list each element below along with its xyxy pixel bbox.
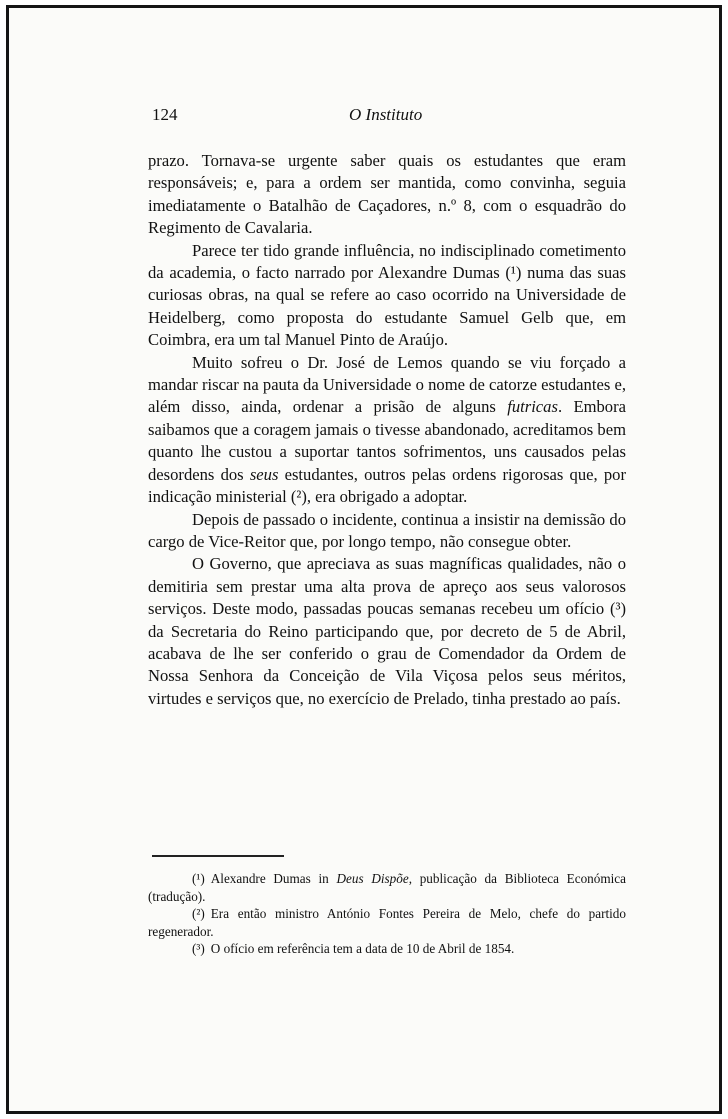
paragraph-3-text-d: , era obrigado a adoptar. — [306, 487, 468, 507]
paragraph-2-text-b: numa das suas curiosas obras, na qual se refere ao caso ocorrido na Universidade de Heidelberg, como proposta do estudante Samuel Gelb que, em Coimbra, era um tal Manuel Pinto de Araújo. — [148, 263, 626, 350]
body-text — [148, 150, 626, 710]
footnote-1-text-b: , publicação da Biblioteca Económica (tradução). — [148, 871, 626, 904]
footnote-ref-1: (¹) — [505, 263, 522, 283]
paragraph-3-text-c: estudantes, outros pelas ordens rigorosas que, por indicação ministerial — [148, 464, 626, 507]
paragraph-2-text-a: Parece ter tido grande influência, no indisciplinado cometimento da academia, o facto narrado por Alexandre Dumas — [148, 240, 626, 283]
footnote-2 — [148, 905, 626, 940]
paragraph-1 — [148, 150, 626, 240]
paragraph-3-text-a: Muito sofreu o Dr. José de Lemos quando se viu forçado a mandar riscar na pauta da Universidade o nome de catorze estudantes e, além disso, ainda, ordenar a prisão de alguns — [148, 352, 626, 417]
footnote-1 — [148, 870, 626, 905]
footnote-2-mark: (²) — [192, 906, 205, 922]
page-header — [152, 105, 626, 127]
running-title: O Instituto — [349, 105, 423, 124]
footnote-3-text: O ofício em referência tem a data de 10 de Abril de 1854. — [210, 941, 515, 957]
paragraph-5-text-a: O Governo, que apreciava as suas magníficas qualidades, não o demitiria sem prestar uma alta prova de apreço aos seus valorosos serviços. Deste modo, passadas poucas semanas recebeu um ofício — [148, 554, 626, 619]
footnote-ref-2: (²) — [290, 487, 307, 507]
paragraph-4 — [148, 509, 626, 554]
paragraph-4-text: Depois de passado o incidente, continua a insistir na demissão do cargo de Vice-Reitor que, por longo tempo, não consegue obter. — [148, 509, 626, 551]
paragraph-3-text-b: . Embora saibamos que a coragem jamais o tivesse abandonado, acreditamos bem quanto lhe custou a suportar tantos sofrimentos, uns causados pelas desordens dos — [148, 397, 626, 484]
footnotes — [148, 870, 626, 958]
footnote-1-text-a: Alexandre Dumas in — [210, 871, 337, 886]
footnote-1-mark: (¹) — [192, 871, 205, 886]
paragraph-3 — [148, 352, 626, 509]
book-page — [6, 5, 722, 1114]
footnote-divider — [152, 855, 284, 857]
footnote-ref-3: (³) — [609, 599, 626, 619]
italic-term-futricas: futricas — [507, 397, 558, 417]
italic-term-seus: seus — [249, 464, 279, 484]
footnote-3 — [148, 940, 626, 958]
paragraph-2 — [148, 240, 626, 352]
paragraph-5-text-b: da Secretaria do Reino participando que, por decreto de 5 de Abril, acabava de lhe ser conferido o grau de Comendador da Ordem de Nossa Senhora da Conceição de Vila Viçosa pelos seus méritos, virtudes e serviços que, no exercício de Prelado, tinha prestado ao país. — [148, 621, 626, 708]
paragraph-1-text: prazo. Tornava-se urgente saber quais os estudantes que eram responsáveis; e, para a ordem ser mantida, como convinha, seguia imediatamente o Batalhão de Caçadores, n.º 8, com o esquadrão do Regimento de Cavalaria. — [148, 151, 626, 238]
paragraph-5 — [148, 553, 626, 710]
footnote-2-text: Era então ministro António Fontes Pereira de Melo, chefe do partido regenerador. — [148, 906, 626, 939]
footnote-3-mark: (³) — [192, 941, 205, 957]
footnote-1-italic-title: Deus Dispõe — [336, 871, 409, 886]
page-number: 124 — [152, 105, 178, 124]
